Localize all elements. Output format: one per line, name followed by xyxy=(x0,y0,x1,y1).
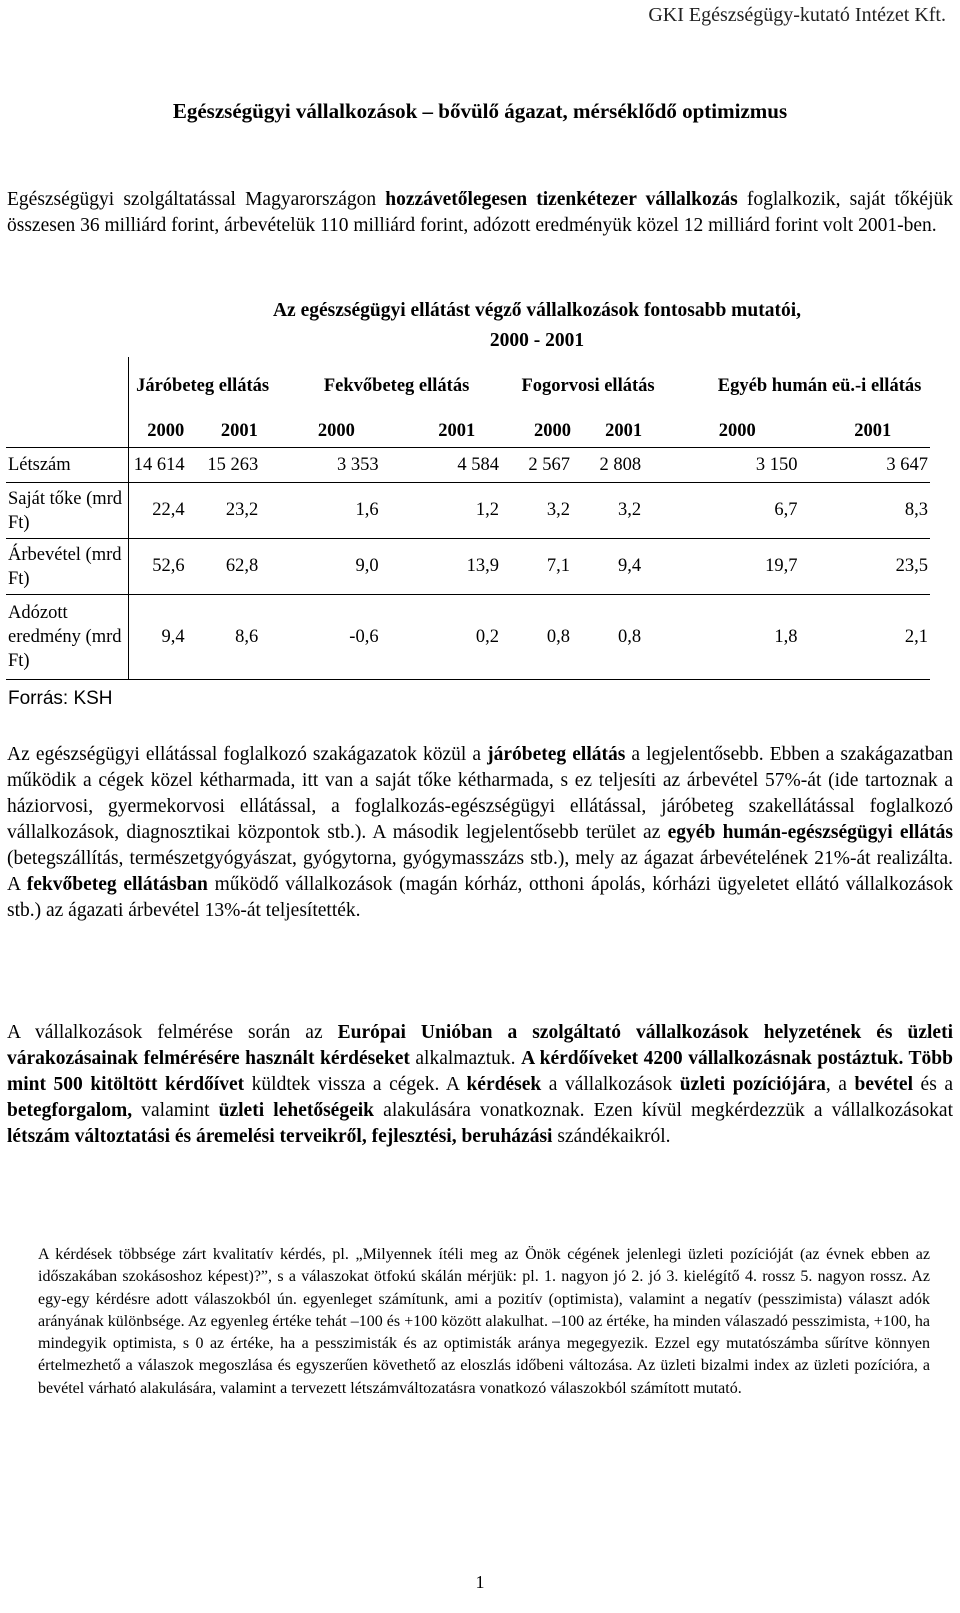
table-source: Forrás: KSH xyxy=(8,688,113,709)
table-source-row xyxy=(6,680,930,719)
table-title xyxy=(137,296,937,356)
table-cell: 3,2 xyxy=(588,483,659,539)
table-cell: 23,2 xyxy=(203,483,277,539)
table-cell: 7,1 xyxy=(517,539,588,595)
analysis-paragraph: Az egészségügyi ellátással foglalkozó szakágazatok közül a járóbeteg ellátás a legjelentősebb. Ebben a szakágazatban működik a cégek közel kétharmada, itt van a saját tőke kétharmada, s ez teljesíti az árbevétel 57%-át (ide tartoznak a háziorvosi, gyermekorvosi ellátással, a foglalkozás-egészségügyi ellátással, járóbeteg szakellátással foglalkozó vállalkozások, diagnosztikai központok stb.). A második legjelentősebb terület az egyéb humán-egészségügyi ellátás (betegszállítás, természetgyógyászat, gyógytorna, gyógymasszázs stb.), mely az ágazat árbevételének 21%-át realizálta. A fekvőbeteg ellátásban működő vállalkozások (magán kórház, otthoni ápolás, kórházi ügyeletet ellátó vállalkozások stb.) az ágazati árbevétel 13%-át teljesítették. xyxy=(7,744,954,921)
indicators-table xyxy=(6,357,930,718)
column-header-egyeb: Egyéb humán eü.-i ellátás xyxy=(717,376,922,396)
header-organization: GKI Egészségügy-kutató Intézet Kft. xyxy=(648,4,946,26)
table-cell: 1,2 xyxy=(397,483,517,539)
table-cell: 8,3 xyxy=(816,483,931,539)
table-cell: 4 584 xyxy=(397,448,517,483)
table-cell: 15 263 xyxy=(203,448,277,483)
table-cell: 19,7 xyxy=(659,539,815,595)
table-cell: 9,4 xyxy=(588,539,659,595)
table-cell: 2 808 xyxy=(588,448,659,483)
year-cell: 2000 xyxy=(517,415,588,448)
table-cell: 22,4 xyxy=(129,483,203,539)
year-cell: 2001 xyxy=(397,415,517,448)
table-cell: 2,1 xyxy=(816,595,931,680)
table-cell: 6,7 xyxy=(659,483,815,539)
row-label: Saját tőke (mrd Ft) xyxy=(6,483,129,539)
survey-paragraph: A vállalkozások felmérése során az Európai Unióban a szolgáltató vállalkozások helyzetének és üzleti várakozásainak felmérésére használt kérdéseket alkalmaztuk. A kérdőíveket 4200 vállalkozásnak postáztuk. Több mint 500 kitöltött kérdőívet küldtek vissza a cégek. A kérdések a vállalkozások üzleti pozíciójára, a bevétel és a betegforgalom, valamint üzleti lehetőségeik alakulására vonatkoznak. Ezen kívül megkérdezzük a vállalkozásokat létszám változtatási és áremelési terveikről, fejlesztési, beruházási szándékaikról. xyxy=(7,1022,953,1147)
table-cell: 1,6 xyxy=(276,483,396,539)
year-cell: 2001 xyxy=(588,415,659,448)
table-cell: 13,9 xyxy=(397,539,517,595)
table-cell: 0,8 xyxy=(517,595,588,680)
table-row xyxy=(6,595,930,680)
year-cell: 2000 xyxy=(276,415,396,448)
table-title-line2: 2000 - 2001 xyxy=(489,330,585,351)
table-cell: 8,6 xyxy=(203,595,277,680)
table-cell: 1,8 xyxy=(659,595,815,680)
intro-paragraph: Egészségügyi szolgáltatással Magyarországon hozzávetőlegesen tizenkétezer vállalkozás foglalkozik, saját tőkéjük összesen 36 milliárd forint, árbevételük 110 milliárd forint, adózott eredményük közel 12 milliárd forint volt 2001-ben. xyxy=(7,189,953,236)
column-header-jarobeteg: Járóbeteg ellátás xyxy=(136,376,270,396)
year-cell: 2000 xyxy=(659,415,815,448)
table-cell: 0,2 xyxy=(397,595,517,680)
table-cell: 0,8 xyxy=(588,595,659,680)
methodology-footnote: A kérdések többsége zárt kvalitatív kérdés, pl. „Milyennek ítéli meg az Önök cégének jelenlegi üzleti pozícióját (az évnek ebben az időszakában szokásoshoz képest)?”, s a válaszokat ötfokú skálán mérjük: pl. 1. nagyon jó 2. jó 3. kielégítő 4. rossz 5. nagyon rossz. Az egy-egy kérdésre adott válaszokból ún. egyenleget számítunk, ami a pozitív (optimista), valamint a negatív (pesszimista) választ adók arányának különbsége. Az egyenleg értéke tehát –100 és +100 között alakulhat. –100 az értéke, ha minden válaszadó pesszimista, +100, ha mindegyik optimista, s 0 az értéke, ha a pesszimisták és az optimisták aránya megegyezik. Ezzel egy mutatószámba sűrítve könnyen értelmezhető a válaszok megoszlása és egyszerűen követhető az eloszlás időbeni változása. Az üzleti bizalmi index az üzleti pozícióra, a bevétel várható alakulására, valamint a tervezett létszámváltozatásra vonatkozó válaszokból számított mutató. xyxy=(38,1246,930,1397)
table-cell: 3 647 xyxy=(816,448,931,483)
column-header-fogorvosi: Fogorvosi ellátás xyxy=(521,376,655,396)
year-cell: 2001 xyxy=(816,415,931,448)
table-header-row xyxy=(6,357,930,415)
year-cell: 2000 xyxy=(129,415,203,448)
table-row xyxy=(6,539,930,595)
row-label: Létszám xyxy=(6,448,129,483)
table-title-line1: Az egészségügyi ellátást végző vállalkozások fontosabb mutatói, xyxy=(272,300,802,321)
table-cell: 2 567 xyxy=(517,448,588,483)
table-cell: 62,8 xyxy=(203,539,277,595)
table-cell: 23,5 xyxy=(816,539,931,595)
table-cell: 3 150 xyxy=(659,448,815,483)
document-title: Egészségügyi vállalkozások – bővülő ágazat, mérséklődő optimizmus xyxy=(172,99,788,123)
row-label: Árbevétel (mrd Ft) xyxy=(6,539,129,595)
page-number: 1 xyxy=(475,1572,485,1592)
table-cell: 9,4 xyxy=(129,595,203,680)
row-label: Adózott eredmény (mrd Ft) xyxy=(6,595,129,680)
table-row xyxy=(6,483,930,539)
table-cell: 14 614 xyxy=(129,448,203,483)
table-cell: 3 353 xyxy=(276,448,396,483)
table-cell: 9,0 xyxy=(276,539,396,595)
table-year-row xyxy=(6,415,930,448)
column-header-fekvobeteg: Fekvőbeteg ellátás xyxy=(323,376,470,396)
table-cell: -0,6 xyxy=(276,595,396,680)
table-row xyxy=(6,448,930,483)
table-cell: 52,6 xyxy=(129,539,203,595)
year-cell: 2001 xyxy=(203,415,277,448)
table-cell: 3,2 xyxy=(517,483,588,539)
